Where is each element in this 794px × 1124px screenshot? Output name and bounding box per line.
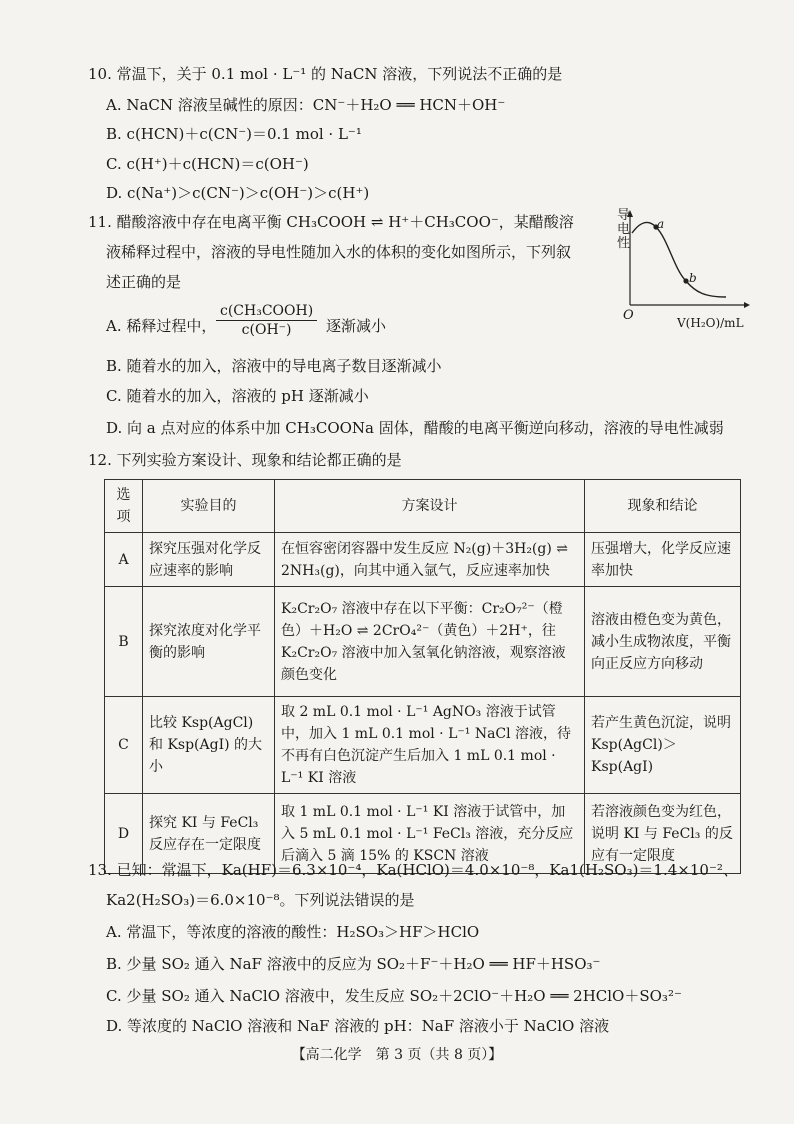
q11-option-a-fraction xyxy=(216,302,317,339)
row-purpose: 探究压强对化学反应速率的影响 xyxy=(143,533,275,587)
x-axis-arrow xyxy=(744,302,750,308)
q11-option-a-prefix: A. 稀释过程中， xyxy=(106,317,217,335)
q10-option-d: D. c(Na⁺)＞c(CN⁻)＞c(OH⁻)＞c(H⁺) xyxy=(106,184,370,202)
table-header-row xyxy=(105,480,741,533)
row-design: 在恒容密闭容器中发生反应 N₂(g)＋3H₂(g) ⇌ 2NH₃(g)，向其中通入氩气，反应速率加快 xyxy=(275,533,585,587)
row-option: A xyxy=(105,533,143,587)
q13-option-c: C. 少量 SO₂ 通入 NaClO 溶液中，发生反应 SO₂＋2ClO⁻＋H₂O ══ 2HClO＋SO₃²⁻ xyxy=(106,987,682,1005)
header-result: 现象和结论 xyxy=(585,480,741,533)
page-footer: 【高二化学 第 3 页（共 8 页）】 xyxy=(291,1047,503,1063)
table-row xyxy=(105,587,741,697)
row-purpose: 探究 KI 与 FeCl₃ 反应存在一定限度 xyxy=(143,794,275,874)
row-result: 压强增大，化学反应速率加快 xyxy=(585,533,741,587)
graph-origin-label: O xyxy=(623,308,634,323)
row-option: B xyxy=(105,587,143,697)
q11-option-b: B. 随着水的加入，溶液中的导电离子数目逐渐减小 xyxy=(106,357,442,375)
row-purpose: 探究浓度对化学平衡的影响 xyxy=(143,587,275,697)
row-design: 取 2 mL 0.1 mol · L⁻¹ AgNO₃ 溶液于试管中，加入 1 mL 0.1 mol · L⁻¹ NaCl 溶液，待不再有白色沉淀产生后加入 1 mL 0.1 mol · L⁻¹ KI 溶液 xyxy=(275,697,585,794)
fraction-numerator: c(CH₃COOH) xyxy=(216,302,317,321)
q10-stem: 10. 常温下，关于 0.1 mol · L⁻¹ 的 NaCN 溶液，下列说法不正确的是 xyxy=(88,65,563,83)
q11-option-c: C. 随着水的加入，溶液的 pH 逐渐减小 xyxy=(106,387,369,405)
row-purpose: 比较 Ksp(AgCl) 和 Ksp(AgI) 的大小 xyxy=(143,697,275,794)
experiment-table xyxy=(104,479,741,874)
q11-stem-line-2: 液稀释过程中，溶液的导电性随加入水的体积的变化如图所示，下列叙 xyxy=(106,243,572,261)
graph-xlabel: V(H₂O)/mL xyxy=(677,316,744,330)
q13-stem-line-2: Ka2(H₂SO₃)＝6.0×10⁻⁸。下列说法错误的是 xyxy=(106,891,415,909)
q13-stem-line-1: 13. 已知：常温下，Ka(HF)＝6.3×10⁻⁴，Ka(HClO)＝4.0×10⁻⁸，Ka1(H₂SO₃)＝1.4×10⁻²、 xyxy=(88,861,738,879)
header-option: 选项 xyxy=(105,480,143,533)
header-design: 方案设计 xyxy=(275,480,585,533)
q12-stem: 12. 下列实验方案设计、现象和结论都正确的是 xyxy=(88,451,402,469)
header-purpose: 实验目的 xyxy=(143,480,275,533)
graph-ylabel: 导电性 xyxy=(617,208,631,251)
q11-option-d: D. 向 a 点对应的体系中加 CH₃COONa 固体，醋酸的电离平衡逆向移动，溶液的导电性减弱 xyxy=(106,419,724,437)
table-row xyxy=(105,697,741,794)
row-result: 若溶液颜色变为红色，说明 KI 与 FeCl₃ 的反应有一定限度 xyxy=(585,794,741,874)
row-option: D xyxy=(105,794,143,874)
fraction-denominator: c(OH⁻) xyxy=(241,322,292,338)
graph-point-b-label: b xyxy=(689,271,697,285)
table-row xyxy=(105,533,741,587)
point-b xyxy=(683,278,688,283)
graph-point-a-label: a xyxy=(657,217,665,231)
q10-option-a: A. NaCN 溶液呈碱性的原因：CN⁻＋H₂O ══ HCN＋OH⁻ xyxy=(106,96,506,114)
q10-option-c: C. c(H⁺)＋c(HCN)＝c(OH⁻) xyxy=(106,155,309,173)
q13-option-d: D. 等浓度的 NaClO 溶液和 NaF 溶液的 pH：NaF 溶液小于 NaClO 溶液 xyxy=(106,1017,610,1035)
row-result: 溶液由橙色变为黄色，减小生成物浓度，平衡向正反应方向移动 xyxy=(585,587,741,697)
q13-option-a: A. 常温下，等浓度的溶液的酸性：H₂SO₃＞HF＞HClO xyxy=(106,923,480,941)
row-design: K₂Cr₂O₇ 溶液中存在以下平衡：Cr₂O₇²⁻（橙色）＋H₂O ⇌ 2CrO₄²⁻（黄色）＋2H⁺，往 K₂Cr₂O₇ 溶液中加入氢氧化钠溶液，观察溶液颜色变化 xyxy=(275,587,585,697)
conductivity-curve xyxy=(632,222,726,297)
row-result: 若产生黄色沉淀，说明 Ksp(AgCl)＞Ksp(AgI) xyxy=(585,697,741,794)
q11-stem-line-1: 11. 醋酸溶液中存在电离平衡 CH₃COOH ⇌ H⁺＋CH₃COO⁻，某醋酸溶 xyxy=(88,213,574,231)
q13-option-b: B. 少量 SO₂ 通入 NaF 溶液中的反应为 SO₂＋F⁻＋H₂O ══ HF＋HSO₃⁻ xyxy=(106,955,601,973)
row-design: 取 1 mL 0.1 mol · L⁻¹ KI 溶液于试管中，加入 5 mL 0.1 mol · L⁻¹ FeCl₃ 溶液，充分反应后滴入 5 滴 15% 的 KSCN 溶液 xyxy=(275,794,585,874)
q10-option-b: B. c(HCN)＋c(CN⁻)＝0.1 mol · L⁻¹ xyxy=(106,125,362,143)
q11-stem-line-3: 述正确的是 xyxy=(106,273,182,291)
row-option: C xyxy=(105,697,143,794)
q11-option-a-suffix: 逐渐减小 xyxy=(326,317,387,335)
